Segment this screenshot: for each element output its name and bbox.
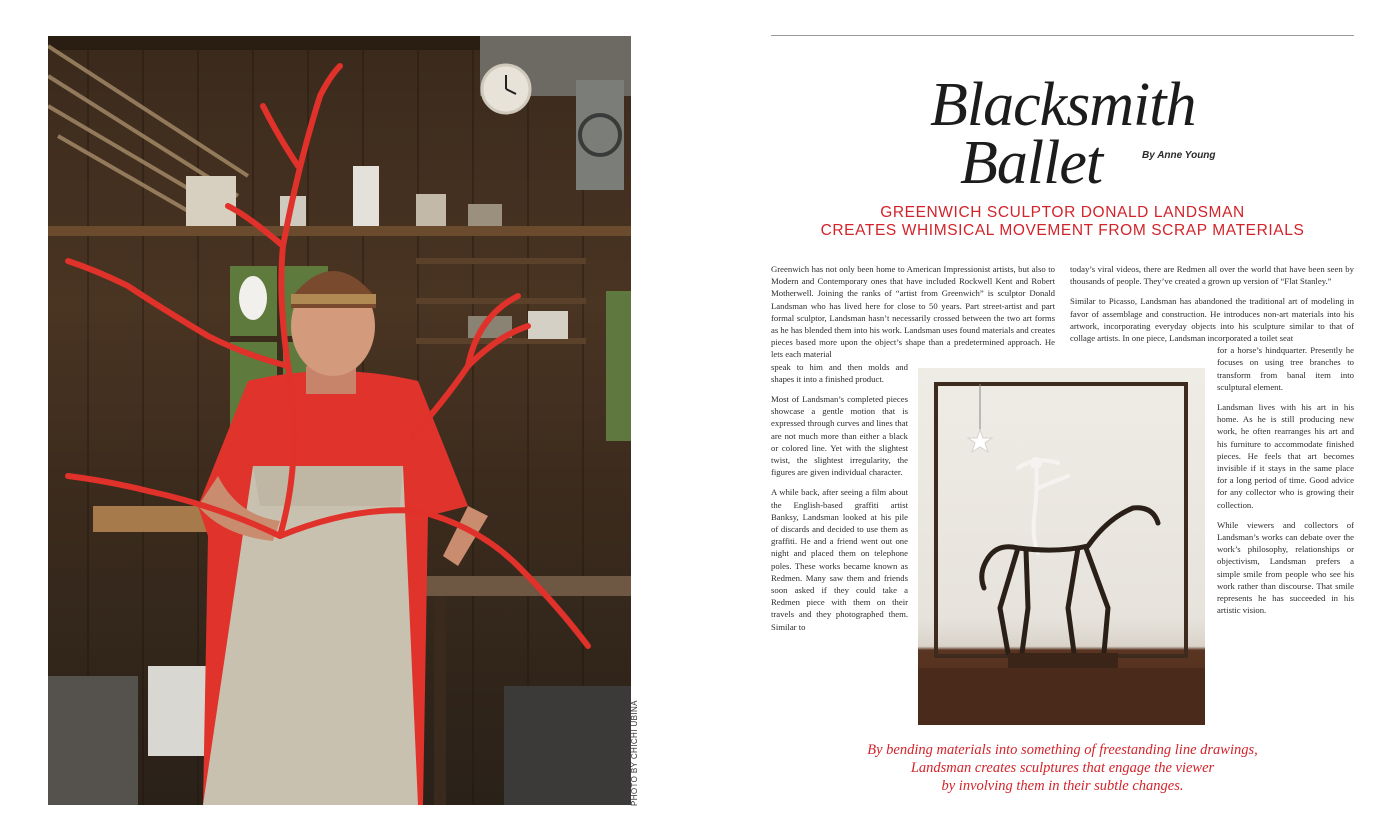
col1-paragraph-1: Greenwich has not only been home to American Impressionist artists, but also to Modern and Contemporary ones that have included Rockwell Kent and Robert Motherwell. Joining the ranks of “artist from Greenwich” is sculptor Donald Landsman who has lived here for close to 50 years. Part street-artist and part formal sculptor, Landsman hasn’t necessarily crossed between the two art forms as he has blended them into his work. Landsman uses found materials and creates pieces based more upon the object’s shape than a predetermined approach. He lets each material <box>771 264 1055 360</box>
pull-quote-line-3: by involving them in their subtle changes. <box>941 778 1184 794</box>
subtitle-line-1: GREENWICH SCULPTOR DONALD LANDSMAN <box>880 204 1245 221</box>
col1-paragraph-2: Most of Landsman’s completed pieces showcase a gentle motion that is expressed through curves and lines that are not much more than either a black or colored line. Yet with the slightest twist, the slightest irregularity, the figures are given individual character. <box>771 394 908 478</box>
article-title <box>900 71 1230 197</box>
workshop-photo <box>48 36 631 805</box>
top-rule <box>771 35 1354 36</box>
byline: By Anne Young <box>1142 150 1216 161</box>
title-line-1: Blacksmith <box>930 71 1196 139</box>
sculpture-photo <box>918 368 1205 725</box>
workshop-photo-illustration <box>48 36 631 805</box>
pull-quote <box>771 741 1354 795</box>
col2-paragraph-2-continued: for a horse’s hindquarter. Presently he focuses on using tree branches to transform from banal item into sculptural element. <box>1217 345 1354 392</box>
title-line-2: Ballet <box>960 129 1103 197</box>
col1-paragraph-1-continued: speak to him and then molds and shapes it into a finished product. <box>771 361 908 384</box>
pull-quote-line-2: Landsman creates sculptures that engage the viewer <box>910 760 1215 776</box>
article-subtitle <box>771 204 1354 240</box>
subtitle-line-2: CREATES WHIMSICAL MOVEMENT FROM SCRAP MATERIALS <box>820 222 1305 239</box>
sculpture-photo-illustration <box>918 368 1205 725</box>
col2-paragraph-1: today’s viral videos, there are Redmen all over the world that have been seen by thousands of people. They’ve created a grown up version of “Flat Stanley.” <box>1070 264 1354 287</box>
col1-paragraph-3: A while back, after seeing a film about the English-based graffiti artist Banksy, Landsman looked at his pile of discards and decided to use them as graffiti. He and a friend went out one night and placed them on telephone poles. These works became known as Redmen. Many saw them and friends soon asked if they could take a Redmen piece with them on their travels and they photographed them. Similar to <box>771 487 908 632</box>
pull-quote-line-1: By bending materials into something of freestanding line drawings, <box>867 742 1258 758</box>
col2-paragraph-4: While viewers and collectors of Landsman’s works can debate over the work’s philosophy, relationships or objectivism, Landsman prefers a simple smile from people who see his work rather than discourse. That smile represents he has succeeded in his artistic vision. <box>1217 519 1354 616</box>
col2-paragraph-3: Landsman lives with his art in his home. As he is still producing new work, he often rearranges his art and his furniture to accommodate finished pieces. He feels that art becomes invisible if it stays in the same place for a long period of time. Good advice for any collector who is growing their collection. <box>1217 402 1354 510</box>
photo-credit: PHOTO BY CHICHI UBIÑA <box>630 700 639 806</box>
col2-paragraph-2: Similar to Picasso, Landsman has abandoned the traditional art of modeling in favor of assemblage and construction. He introduces non-art materials into his artwork, incorporating everyday objects into his sculpture similar to that of collage artists. In one piece, Landsman incorporated a toilet seat <box>1070 296 1354 344</box>
